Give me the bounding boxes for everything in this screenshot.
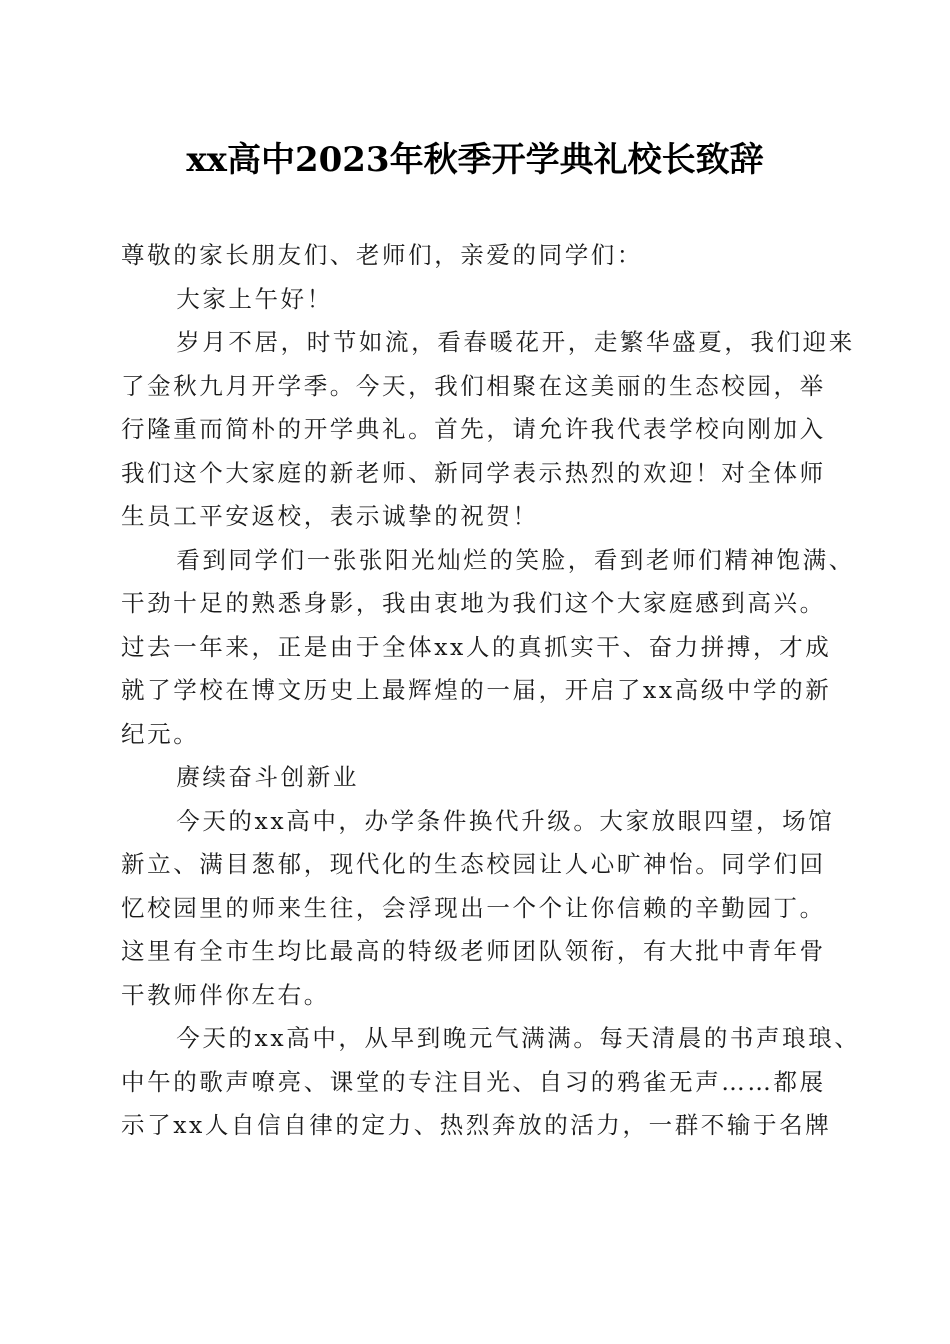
paragraph-line: 中午的歌声嘹亮、课堂的专注目光、自习的鸦雀无声……都展 (121, 1067, 826, 1096)
paragraph-line: 生员工平安返校，表示诚挚的祝贺！ (121, 502, 539, 530)
section-heading-text: 赓续奋斗创新业 (176, 763, 359, 791)
paragraph-line: 示了xx人自信自律的定力、热烈奔放的活力，一群不输于名牌 (121, 1111, 832, 1139)
section-heading (121, 756, 825, 800)
paragraph-3 (121, 800, 835, 1018)
paragraph-line: 过去一年来，正是由于全体xx人的真抓实干、奋力拼搏，才成 (121, 632, 832, 661)
document-title: xx高中2023年秋季开学典礼校长致辞 (186, 140, 764, 180)
paragraph-line: 就了学校在博文历史上最辉煌的一届，开启了xx高级中学的新 (121, 676, 832, 704)
paragraph-1 (121, 321, 855, 539)
paragraph-line: 了金秋九月开学季。今天，我们相聚在这美丽的生态校园，举 (121, 371, 826, 400)
paragraph-line: 看到同学们一张张阳光灿烂的笑脸，看到老师们精神饱满、 (176, 545, 855, 574)
document-body (121, 234, 861, 1148)
paragraph-line: 干教师伴你左右。 (121, 980, 330, 1009)
paragraph-line: 今天的xx高中，办学条件换代升级。大家放眼四望，场馆 (176, 806, 835, 835)
paragraph-line: 岁月不居，时节如流，看春暖花开，走繁华盛夏，我们迎来 (176, 328, 855, 356)
paragraph-4 (121, 1017, 861, 1148)
paragraph-line: 我们这个大家庭的新老师、新同学表示热烈的欢迎！对全体师 (121, 458, 826, 487)
paragraph-line: 行隆重而简朴的开学典礼。首先，请允许我代表学校向刚加入 (121, 415, 826, 443)
paragraph-line: 忆校园里的师来生往，会浮现出一个个让你信赖的辛勤园丁。 (121, 893, 826, 922)
paragraph-line: 今天的xx高中，从早到晚元气满满。每天清晨的书声琅琅、 (176, 1024, 861, 1052)
salutation (121, 234, 825, 278)
paragraph-line: 纪元。 (121, 719, 200, 748)
greeting (121, 278, 825, 322)
salutation-line: 尊敬的家长朋友们、老师们，亲爱的同学们： (121, 241, 643, 269)
paragraph-2 (121, 539, 855, 757)
paragraph-line: 干劲十足的熟悉身影，我由衷地为我们这个大家庭感到高兴。 (121, 589, 826, 617)
paragraph-line: 新立、满目葱郁，现代化的生态校园让人心旷神怡。同学们回 (121, 850, 826, 878)
greeting-line: 大家上午好！ (176, 284, 333, 313)
paragraph-line: 这里有全市生均比最高的特级老师团队领衔，有大批中青年骨 (121, 937, 826, 965)
